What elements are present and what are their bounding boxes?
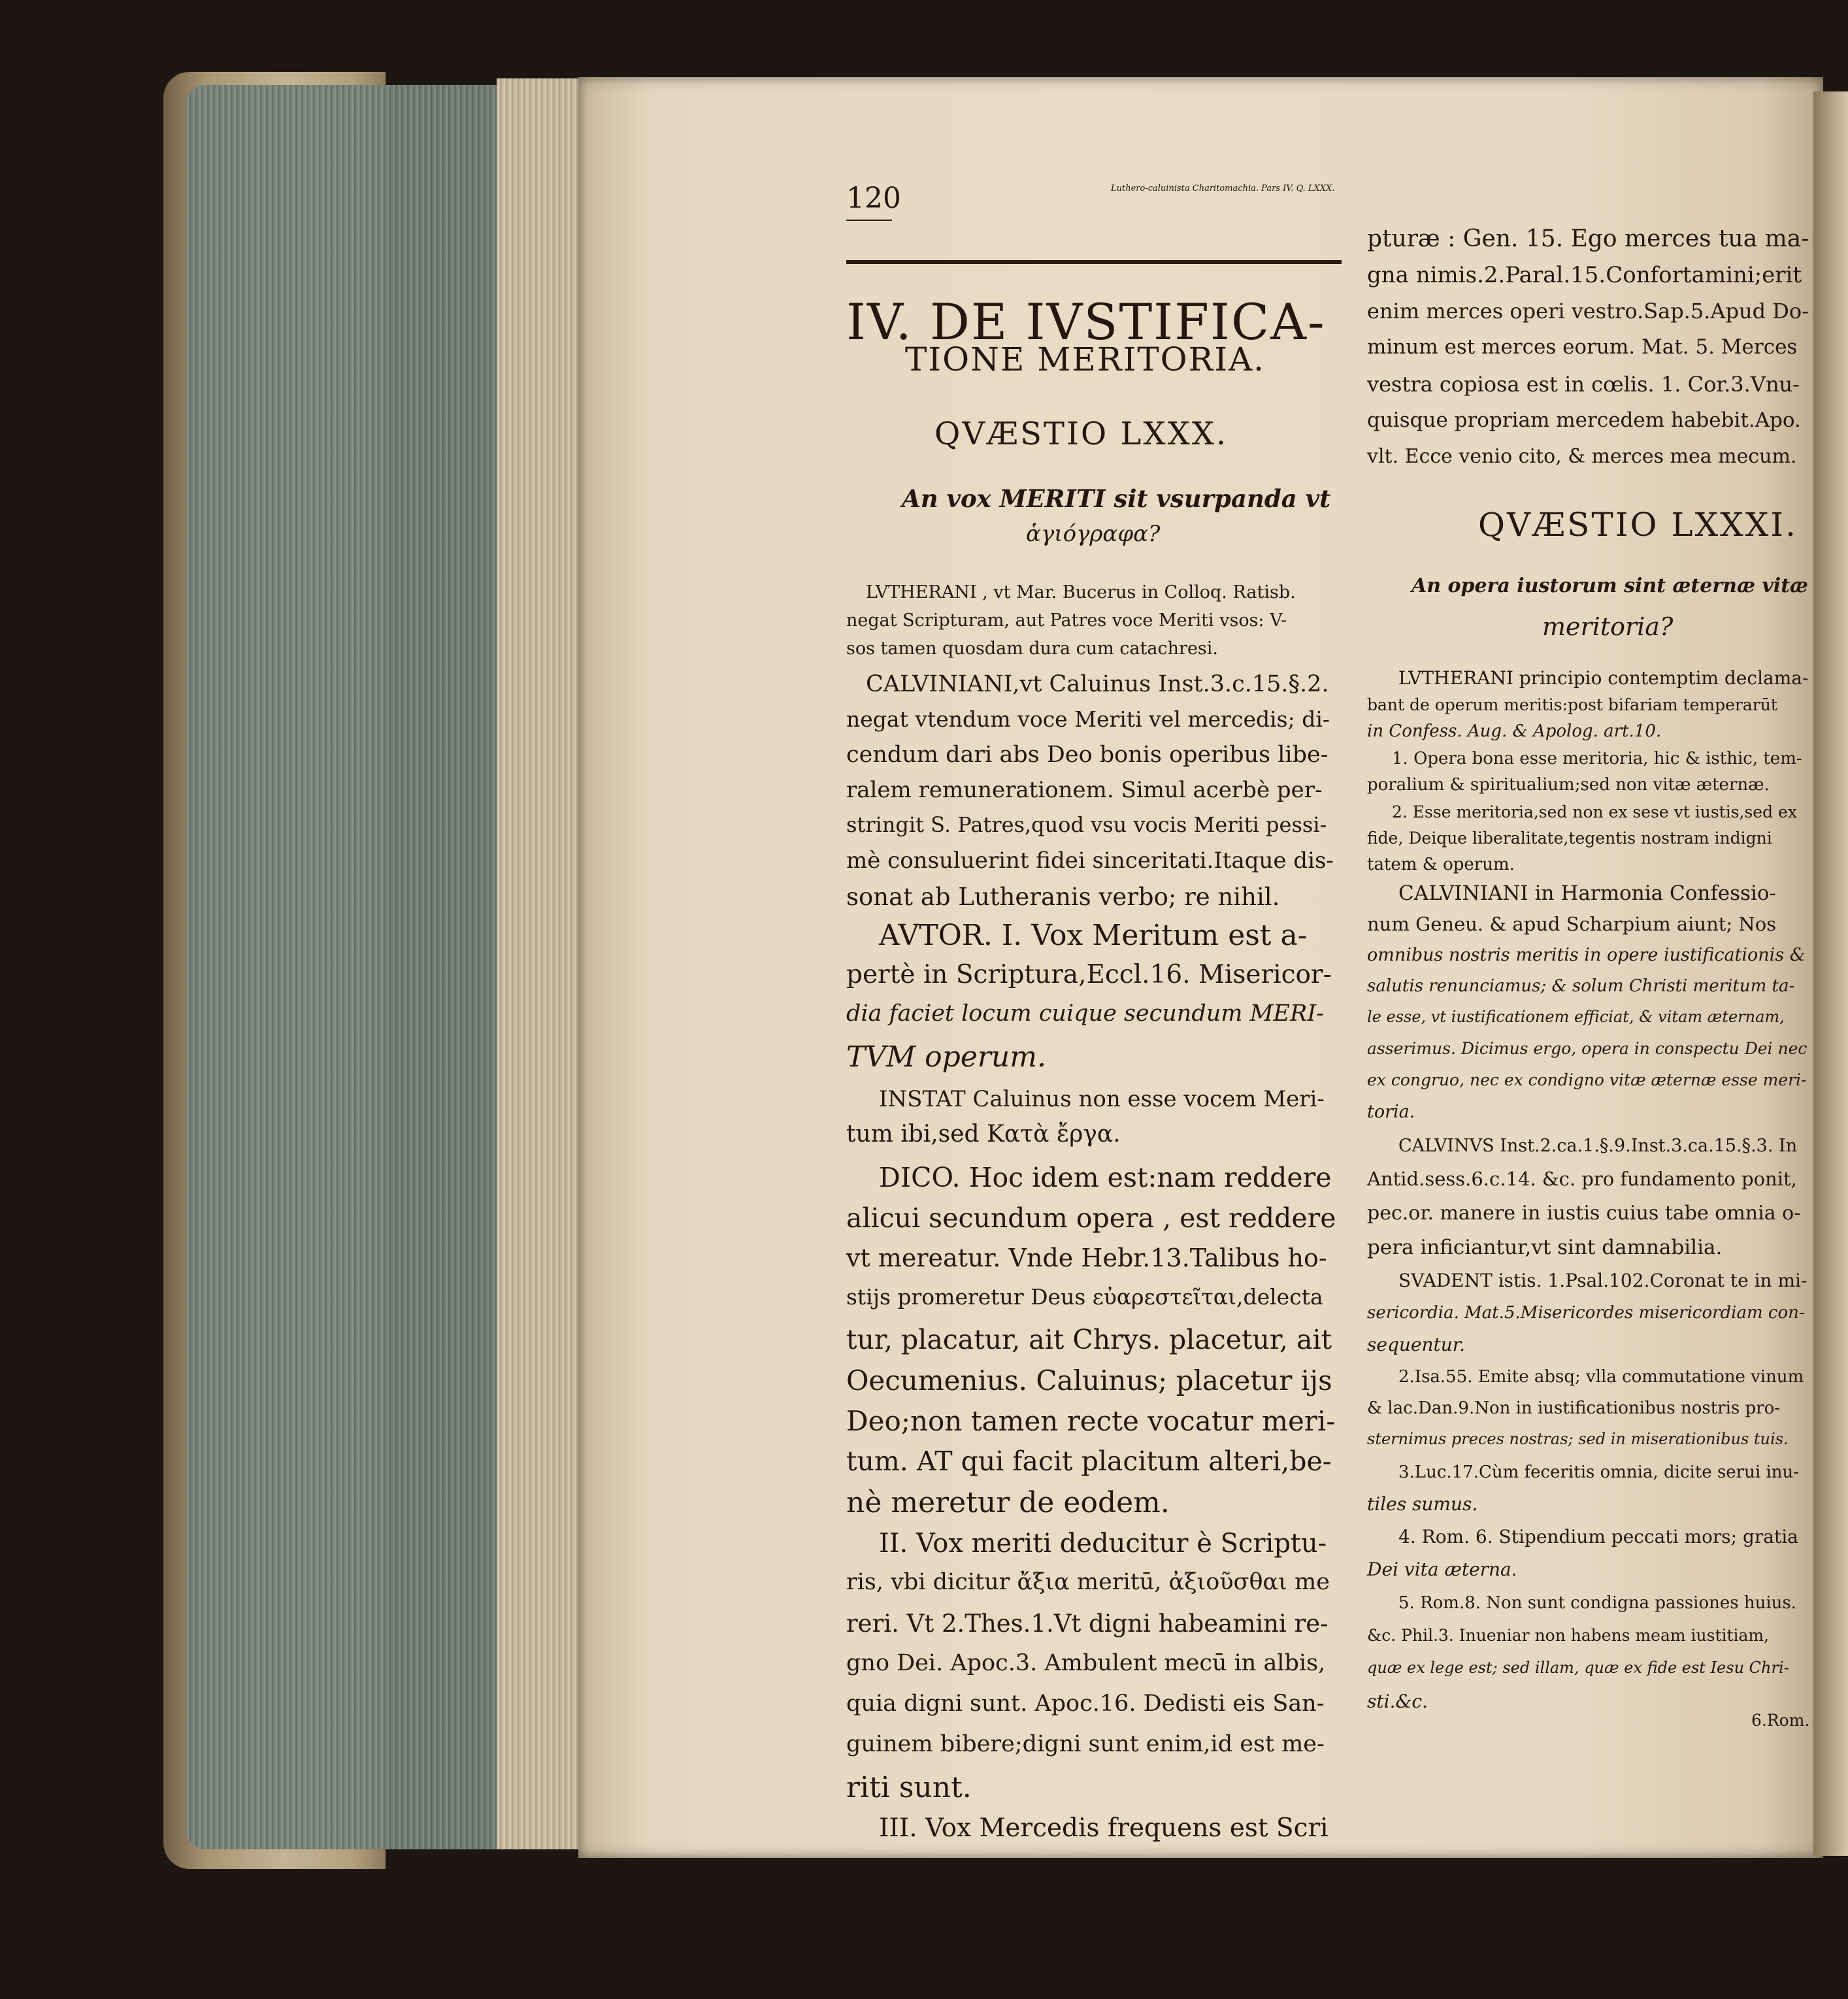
right-body-line: pec.or. manere in iustis cuius tabe omnia o- — [1367, 1202, 1801, 1225]
section-title-line2: TIONE MERITORIA. — [905, 340, 1266, 378]
right-body-line: & lac.Dan.9.Non in iustificationibus nostris pro- — [1367, 1398, 1781, 1418]
body-line: sos tamen quosdam dura cum catachresi. — [846, 638, 1218, 659]
body-line: tum ibi,sed Κατὰ ἔργα. — [846, 1121, 1121, 1148]
right-body-line: &c. Phil.3. Inueniar non habens meam iustitiam, — [1367, 1626, 1770, 1645]
right-body-line: sequentur. — [1367, 1334, 1465, 1355]
question-text-right-2: meritoria? — [1542, 612, 1674, 641]
right-body-line: sternimus preces nostras; sed in miserationibus tuis. — [1367, 1430, 1789, 1448]
right-line: vlt. Ecce venio cito, & merces mea mecum. — [1367, 445, 1797, 468]
body-line: mè consuluerint fidei sinceritati.Itaque dis- — [846, 848, 1334, 874]
right-body-line: tatem & operum. — [1367, 855, 1515, 874]
body-line: III. Vox Mercedis frequens est Scri — [879, 1813, 1328, 1843]
body-line: LVTHERANI , vt Mar. Bucerus in Colloq. Ratisb. — [866, 582, 1296, 603]
body-line: tur, placatur, ait Chrys. placetur, ait — [846, 1324, 1332, 1355]
body-line: cendum dari abs Deo bonis operibus libe- — [846, 742, 1328, 768]
right-body-line: CALVINIANI in Harmonia Confessio- — [1398, 882, 1777, 905]
right-body-line: SVADENT istis. 1.Psal.102.Coronat te in mi- — [1398, 1270, 1807, 1291]
body-line: TVM operum. — [846, 1040, 1046, 1074]
right-body-line: salutis renunciamus; & solum Christi meritum ta- — [1367, 976, 1795, 996]
question-text-right: An opera iustorum sint æternæ vitæ — [1411, 574, 1809, 597]
body-line: negat vtendum voce Meriti vel mercedis; di- — [846, 706, 1330, 732]
body-line: reri. Vt 2.Thes.1.Vt digni habeamini re- — [846, 1610, 1328, 1638]
right-line: quisque propriam mercedem habebit.Apo. — [1367, 408, 1801, 432]
body-line: riti sunt. — [846, 1771, 972, 1804]
right-body-line: le esse, vt iustificationem efficiat, & vitam æternam, — [1367, 1008, 1785, 1026]
question-heading-right: QVÆSTIO LXXXI. — [1478, 506, 1798, 544]
body-line: II. Vox meriti deducitur è Scriptu- — [879, 1528, 1327, 1559]
right-line: pturæ : Gen. 15. Ego merces tua ma- — [1367, 225, 1809, 252]
right-body-line: 5. Rom.8. Non sunt condigna passiones huius. — [1398, 1593, 1797, 1613]
right-body-line: 4. Rom. 6. Stipendium peccati mors; gratia — [1398, 1526, 1798, 1547]
right-body-line: CALVINVS Inst.2.ca.1.§.9.Inst.3.ca.15.§.3. In — [1398, 1136, 1798, 1156]
right-body-line: quæ ex lege est; sed illam, quæ ex fide est Iesu Chri- — [1367, 1659, 1789, 1677]
right-body-line: tiles sumus. — [1367, 1493, 1478, 1515]
right-body-line: asserimus. Dicimus ergo, opera in conspectu Dei nec — [1367, 1039, 1807, 1058]
body-line: dia faciet locum cuique secundum MERI- — [846, 1000, 1324, 1027]
catchword: 6.Rom. — [1751, 1711, 1810, 1730]
right-body-line: ex congruo, nec ex condigno vitæ æternæ esse meri- — [1367, 1070, 1807, 1089]
right-line: vestra copiosa est in cœlis. 1. Cor.3.Vnu- — [1367, 372, 1800, 397]
body-line: DICO. Hoc idem est:nam reddere — [879, 1162, 1332, 1193]
right-body-line: pera inficiantur,vt sint damnabilia. — [1367, 1236, 1723, 1259]
body-line: vt mereatur. Vnde Hebr.13.Talibus ho- — [846, 1244, 1327, 1272]
right-body-line: in Confess. Aug. & Apolog. art.10. — [1367, 721, 1662, 741]
right-line: enim merces operi vestro.Sap.5.Apud Do- — [1367, 299, 1809, 323]
right-body-line: toria. — [1367, 1102, 1415, 1122]
facing-page-edge — [1813, 91, 1848, 1856]
body-line: gno Dei. Apoc.3. Ambulent mecū in albis, — [846, 1650, 1326, 1676]
body-line: guinem bibere;digni sunt enim,id est me- — [846, 1731, 1325, 1757]
body-line: quia digni sunt. Apoc.16. Dedisti eis San- — [846, 1691, 1325, 1717]
page-number-underline — [846, 220, 892, 221]
body-line: negat Scripturam, aut Patres voce Meriti vsos: V- — [846, 610, 1287, 631]
right-body-line: fide, Deique liberalitate,tegentis nostram indigni — [1367, 829, 1772, 848]
right-body-line: bant de operum meritis:post bifariam temperarūt — [1367, 695, 1777, 714]
right-body-line: 1. Opera bona esse meritoria, hic & isthic, tem- — [1392, 749, 1802, 768]
body-line: stijs promeretur Deus εὐαρεστεῖται,delecta — [846, 1284, 1323, 1310]
body-line: alicui secundum opera , est reddere — [846, 1202, 1336, 1234]
question-text: An vox MERITI sit vsurpanda vt — [902, 484, 1331, 513]
title-rule — [846, 260, 1342, 264]
body-line: pertè in Scriptura,Eccl.16. Misericor- — [846, 960, 1332, 989]
right-line: minum est merces eorum. Mat. 5. Merces — [1367, 335, 1798, 359]
right-body-line: 2. Esse meritoria,sed non ex sese vt iustis,sed ex — [1392, 802, 1797, 821]
right-body-line: sti.&c. — [1367, 1691, 1428, 1712]
right-body-line: sericordia. Mat.5.Misericordes misericordiam con- — [1367, 1303, 1805, 1323]
right-body-line: poralium & spiritualium;sed non vitæ æternæ. — [1367, 775, 1770, 795]
body-line: nè meretur de eodem. — [846, 1486, 1170, 1519]
question-heading: QVÆSTIO LXXX. — [934, 416, 1229, 452]
page-edges-inner — [497, 78, 588, 1849]
right-body-line: Antid.sess.6.c.14. &c. pro fundamento ponit, — [1367, 1168, 1797, 1190]
right-body-line: 3.Luc.17.Cùm feceritis omnia, dicite serui inu- — [1398, 1462, 1800, 1482]
right-line: gna nimis.2.Paral.15.Confortamini;erit — [1367, 262, 1802, 288]
body-line: stringit S. Patres,quod vsu vocis Meriti pessi- — [846, 812, 1327, 837]
page-number: 120 — [846, 182, 901, 215]
running-title: Luthero-caluinista Charitomachia. Pars IV. Q. LXXX. — [1111, 184, 1335, 193]
right-body-line: LVTHERANI principio contemptim declama- — [1398, 667, 1809, 689]
body-line: Oecumenius. Caluinus; placetur ijs — [846, 1364, 1332, 1396]
body-line: Deo;non tamen recte vocatur meri- — [846, 1405, 1336, 1437]
section-title-line1: IV. DE IVSTIFICA- — [846, 293, 1326, 351]
body-line: ris, vbi dicitur ἄξια meritū, ἀξιοῦσθαι me — [846, 1569, 1330, 1595]
question-greek: ἁγιόγραφα? — [1026, 521, 1161, 547]
body-line: tum. AT qui facit placitum alteri,be- — [846, 1446, 1332, 1477]
body-line: ralem remunerationem. Simul acerbè per- — [846, 777, 1323, 803]
right-body-line: Dei vita æterna. — [1367, 1559, 1517, 1580]
body-line: CALVINIANI,vt Caluinus Inst.3.c.15.§.2. — [866, 671, 1329, 697]
right-body-line: 2.Isa.55. Emite absq; vlla commutatione vinum — [1398, 1367, 1804, 1387]
right-body-line: omnibus nostris meritis in opere iustificationis & — [1367, 945, 1806, 965]
right-body-line: num Geneu. & apud Scharpium aiunt; Nos — [1367, 913, 1777, 935]
body-line: sonat ab Lutheranis verbo; re nihil. — [846, 883, 1280, 911]
body-line: INSTAT Caluinus non esse vocem Meri- — [879, 1086, 1325, 1112]
body-line: AVTOR. I. Vox Meritum est a- — [879, 919, 1308, 952]
